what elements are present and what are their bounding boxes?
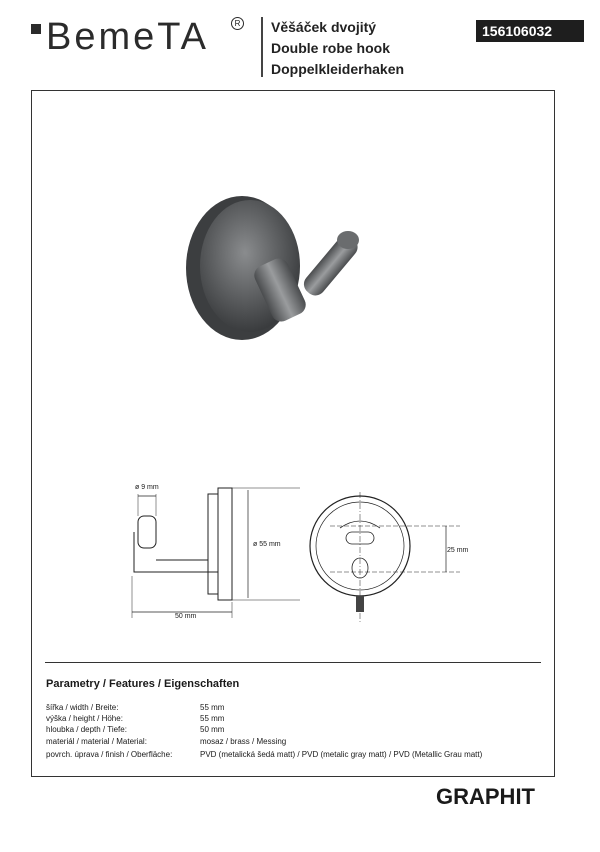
- features-title: Parametry / Features / Eigenschaften: [46, 678, 240, 690]
- features-divider: [45, 662, 541, 663]
- product-photo: [180, 180, 380, 360]
- finish-color-name: GRAPHIT: [436, 784, 535, 809]
- title-divider: [261, 17, 263, 77]
- spec-value: mosaz / brass / Messing: [200, 737, 287, 746]
- spec-label: hloubka / depth / Tiefe:: [46, 725, 127, 734]
- spec-value: 55 mm: [200, 703, 225, 712]
- side-view-drawing: [120, 480, 310, 630]
- front-view-drawing: [300, 484, 470, 634]
- registered-mark: R: [231, 17, 244, 30]
- spec-label: materiál / material / Material:: [46, 737, 147, 746]
- spec-label: výška / height / Höhe:: [46, 714, 123, 723]
- product-name-de: Doppelkleiderhaken: [271, 61, 405, 77]
- spec-value: 50 mm: [200, 725, 225, 734]
- product-code: 156106032: [476, 20, 584, 42]
- product-name-cz: Věšáček dvojitý: [271, 19, 377, 35]
- dim-holes-label: 25 mm: [447, 547, 469, 554]
- dim-depth-label: 50 mm: [175, 613, 197, 620]
- dim-diameter-label: ø 55 mm: [253, 541, 281, 548]
- spec-value: PVD (metalická šedá matt) / PVD (metalic gray matt) / PVD (Metallic Grau matt): [200, 750, 483, 759]
- product-name-en: Double robe hook: [271, 40, 390, 56]
- spec-value: 55 mm: [200, 714, 225, 723]
- dim-pin-label: ø 9 mm: [135, 484, 159, 491]
- spec-label: šířka / width / Breite:: [46, 703, 119, 712]
- pin-tip: [337, 231, 359, 249]
- spec-label: povrch. úprava / finish / Oberfläche:: [46, 750, 173, 759]
- brand-logo: BemeTA: [46, 16, 210, 58]
- screw-hatch: [356, 596, 364, 612]
- logo-square: [31, 24, 41, 34]
